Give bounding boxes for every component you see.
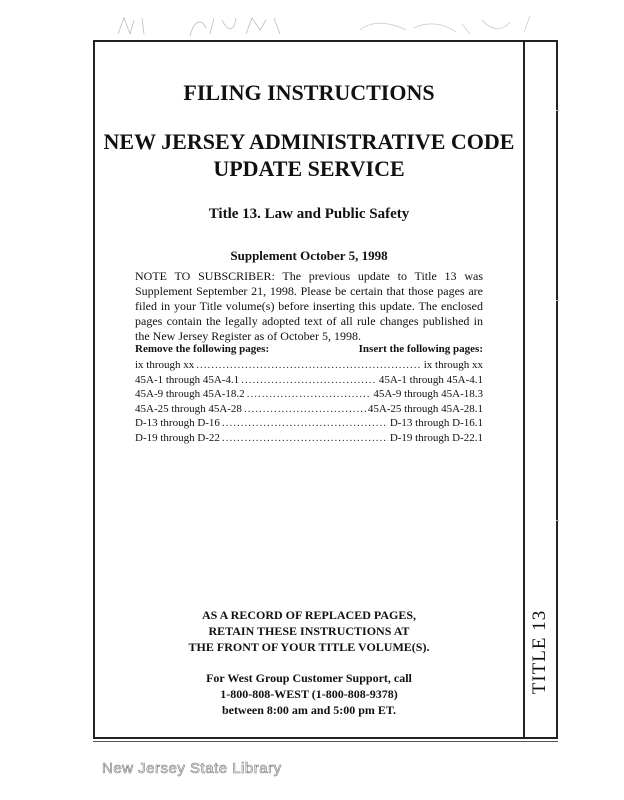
remove-pages: D-19 through D-22 <box>135 431 220 444</box>
remove-pages: 45A-9 through 45A-18.2 <box>135 388 245 401</box>
remove-pages: ix through xx <box>135 359 195 371</box>
insert-pages: ix through xx <box>423 359 483 371</box>
insert-pages: 45A-1 through 45A-4.1 <box>378 373 483 386</box>
subscriber-notice: NOTE TO SUBSCRIBER: The previous update to Title 13 was Supplement September 21, 1998. Please be certain that those pages are filed in your Title volume(s) before inserting this update. The enclosed pages contain the legally adopted text of all rule changes published in the New Jersey Register as of October 5, 1998. <box>135 269 483 343</box>
insert-pages: D-19 through D-22.1 <box>389 431 483 444</box>
remove-pages: 45A-1 through 45A-4.1 <box>135 373 240 386</box>
insert-pages: 45A-9 through 45A-18.3 <box>373 388 483 401</box>
record-notice <box>95 607 523 655</box>
leader-dots <box>222 416 388 431</box>
title-subject: Title 13. Law and Public Safety <box>208 206 410 222</box>
insert-pages: D-13 through D-16.1 <box>389 417 483 430</box>
code-title-line: UPDATE SERVICE <box>213 156 405 181</box>
table-row <box>135 387 483 402</box>
pages-table <box>135 358 483 446</box>
frame-bottom-rule <box>93 741 558 742</box>
code-title <box>95 128 523 182</box>
library-stamp: New Jersey State Library <box>102 760 282 777</box>
handwritten-annotation <box>110 8 570 42</box>
supplement-date: Supplement October 5, 1998 <box>230 248 388 263</box>
table-row <box>135 416 483 431</box>
table-row <box>135 373 483 388</box>
support-hours: between 8:00 am and 5:00 pm ET. <box>221 703 397 717</box>
tab-label: TITLE 13 <box>529 609 550 695</box>
insert-header: Insert the following pages: <box>358 343 483 355</box>
pages-table-header <box>135 343 483 355</box>
margin-tick <box>556 520 559 521</box>
record-notice-line: RETAIN THESE INSTRUCTIONS AT <box>208 624 410 638</box>
record-notice-line: THE FRONT OF YOUR TITLE VOLUME(S). <box>188 640 430 654</box>
remove-header: Remove the following pages: <box>135 343 270 355</box>
leader-dots <box>196 358 421 373</box>
margin-tick <box>556 300 559 301</box>
record-notice-line: AS A RECORD OF REPLACED PAGES, <box>201 608 417 622</box>
support-line: For West Group Customer Support, call <box>206 671 412 685</box>
table-row <box>135 431 483 446</box>
leader-dots <box>222 431 388 446</box>
insert-pages: 45A-25 through 45A-28.1 <box>367 402 483 415</box>
margin-tick <box>556 110 559 111</box>
support-phone: 1-800-808-WEST (1-800-808-9378) <box>220 687 398 701</box>
page-title: FILING INSTRUCTIONS <box>183 80 435 105</box>
table-row <box>135 402 483 417</box>
leader-dots <box>244 402 366 417</box>
customer-support <box>95 670 523 718</box>
remove-pages: D-13 through D-16 <box>135 417 220 430</box>
code-title-line: NEW JERSEY ADMINISTRATIVE CODE <box>103 129 515 154</box>
remove-pages: 45A-25 through 45A-28 <box>135 402 242 415</box>
leader-dots <box>247 387 372 402</box>
table-row <box>135 358 483 373</box>
leader-dots <box>241 373 377 388</box>
